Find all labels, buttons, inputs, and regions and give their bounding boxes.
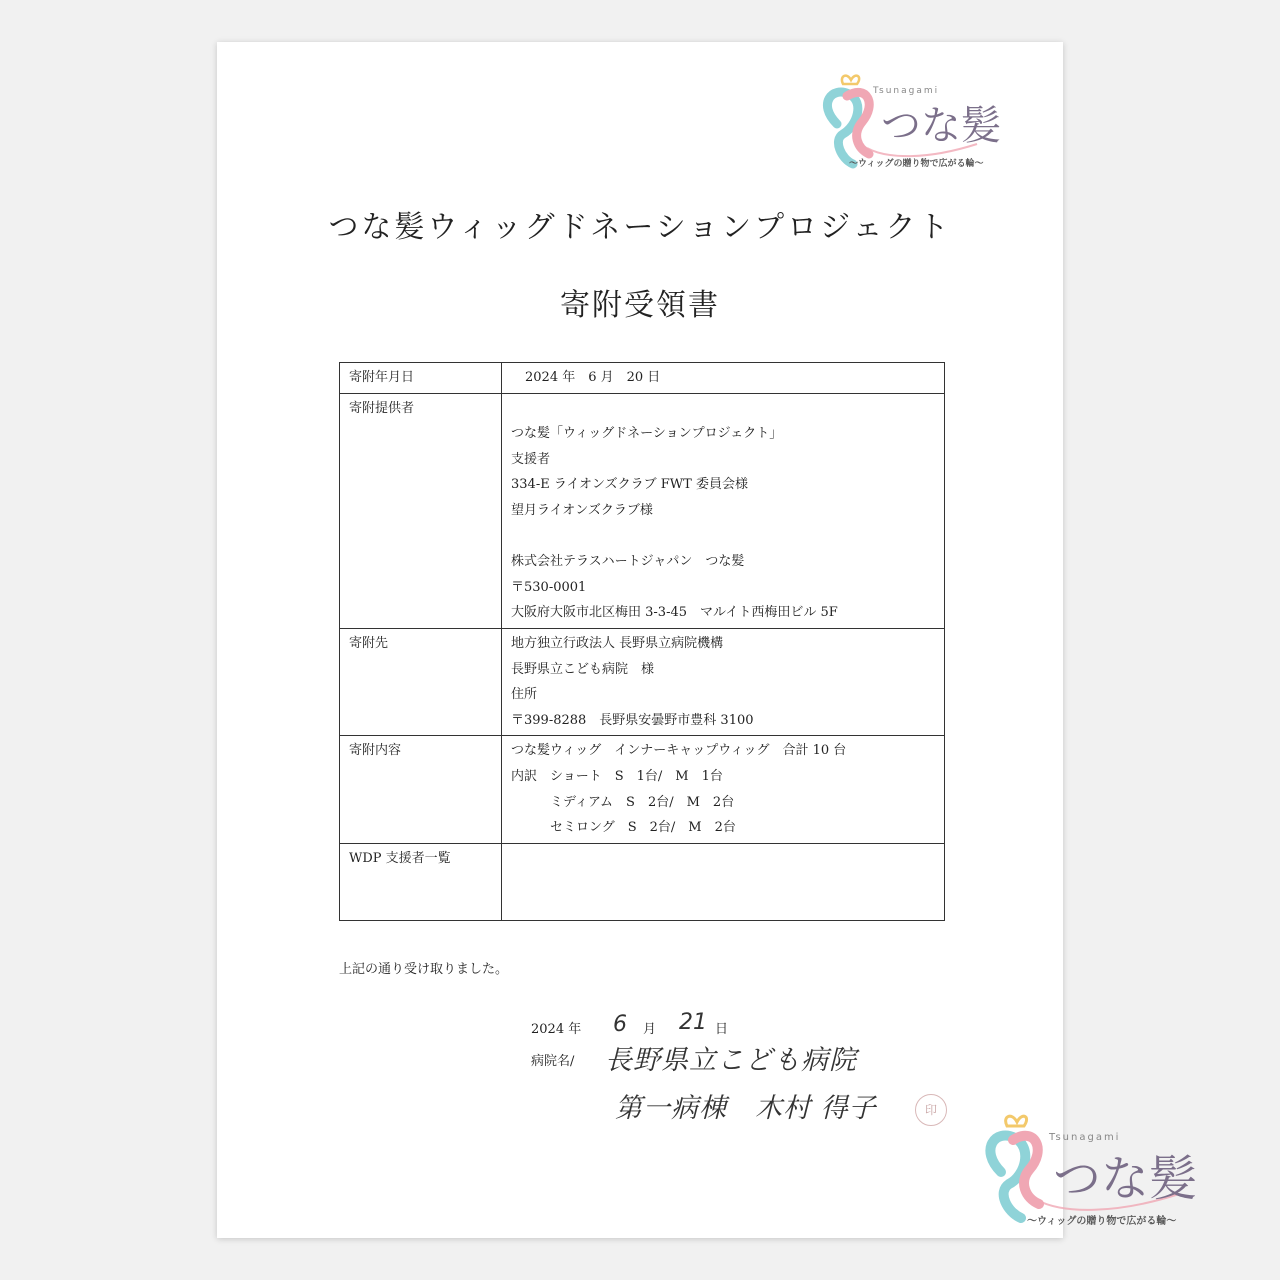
document-title: つな髪ウィッグドネーションプロジェクト bbox=[328, 210, 952, 245]
provider-line: 望月ライオンズクラブ様 bbox=[511, 502, 653, 518]
provider-line: 支援者 bbox=[511, 451, 551, 467]
handwritten-signature: 第一病棟 木村 得子 bbox=[615, 1093, 877, 1124]
provider-line: 大阪府大阪市北区梅田 3-3-45 マルイト西梅田ビル 5F bbox=[511, 605, 838, 621]
logo-romaji: Tsunagami bbox=[873, 86, 940, 96]
row-date bbox=[340, 363, 945, 394]
receipt-year: 2024 年 bbox=[531, 1022, 582, 1037]
recipient-line: 地方独立行政法人 長野県立病院機構 bbox=[511, 635, 724, 651]
tsunagami-logo bbox=[807, 64, 1017, 176]
donation-table bbox=[339, 362, 945, 921]
handwritten-day: 21 bbox=[679, 1010, 707, 1035]
recipient-line: 〒399-8288 長野県安曇野市豊科 3100 bbox=[511, 712, 754, 728]
date-value bbox=[502, 363, 945, 394]
watermark-romaji: Tsunagami bbox=[1049, 1132, 1121, 1143]
content-label: 寄附内容 bbox=[340, 736, 502, 843]
watermark-tagline: 〜ウィッグの贈り物で広がる輪〜 bbox=[1027, 1216, 1177, 1227]
received-note: 上記の通り受け取りました。 bbox=[339, 962, 509, 977]
seal-stamp: 印 bbox=[915, 1094, 947, 1126]
handwritten-hospital: 長野県立こども病院 bbox=[605, 1045, 857, 1076]
provider-label: 寄附提供者 bbox=[340, 393, 502, 628]
watermark-name: つな髪 bbox=[1053, 1151, 1198, 1207]
supporters-value bbox=[502, 843, 945, 920]
date-label: 寄附年月日 bbox=[340, 363, 502, 394]
logo-name: つな髪 bbox=[881, 103, 1001, 149]
content-value bbox=[502, 736, 945, 843]
handwritten-month: 6 bbox=[613, 1012, 627, 1037]
date-text: 2024 年 6 月 20 日 bbox=[525, 370, 661, 385]
provider-line: 334-E ライオンズクラブ FWT 委員会様 bbox=[511, 477, 748, 493]
recipient-line: 住所 bbox=[511, 687, 538, 703]
content-line: ミディアム S 2台/ M 2台 bbox=[511, 794, 735, 810]
row-supporters bbox=[340, 843, 945, 920]
content-line: つな髪ウィッグ インナーキャップウィッグ 合計 10 台 bbox=[511, 743, 847, 759]
provider-line: 〒530-0001 bbox=[511, 579, 587, 595]
recipient-label: 寄附先 bbox=[340, 628, 502, 735]
day-label: 日 bbox=[715, 1022, 729, 1037]
document-subtitle: 寄附受領書 bbox=[560, 288, 720, 323]
recipient-line: 長野県立こども病院 様 bbox=[511, 661, 655, 677]
content-line: セミロング S 2台/ M 2台 bbox=[511, 820, 736, 836]
tsunagami-watermark-logo bbox=[967, 1104, 1217, 1234]
recipient-value bbox=[502, 628, 945, 735]
provider-line: つな髪「ウィッグドネーションプロジェクト」 bbox=[511, 426, 783, 442]
row-provider bbox=[340, 393, 945, 628]
provider-value bbox=[502, 393, 945, 628]
logo-tagline: 〜ウィッグの贈り物で広がる輪〜 bbox=[849, 159, 984, 169]
hospital-label: 病院名/ bbox=[531, 1054, 575, 1069]
content-line: 内訳 ショート S 1台/ M 1台 bbox=[511, 768, 723, 784]
row-recipient bbox=[340, 628, 945, 735]
month-label: 月 bbox=[643, 1022, 657, 1037]
row-content bbox=[340, 736, 945, 843]
provider-line: 株式会社テラスハートジャパン つな髪 bbox=[511, 554, 745, 570]
receipt-document bbox=[217, 42, 1198, 1238]
supporters-label: WDP 支援者一覧 bbox=[340, 843, 502, 920]
